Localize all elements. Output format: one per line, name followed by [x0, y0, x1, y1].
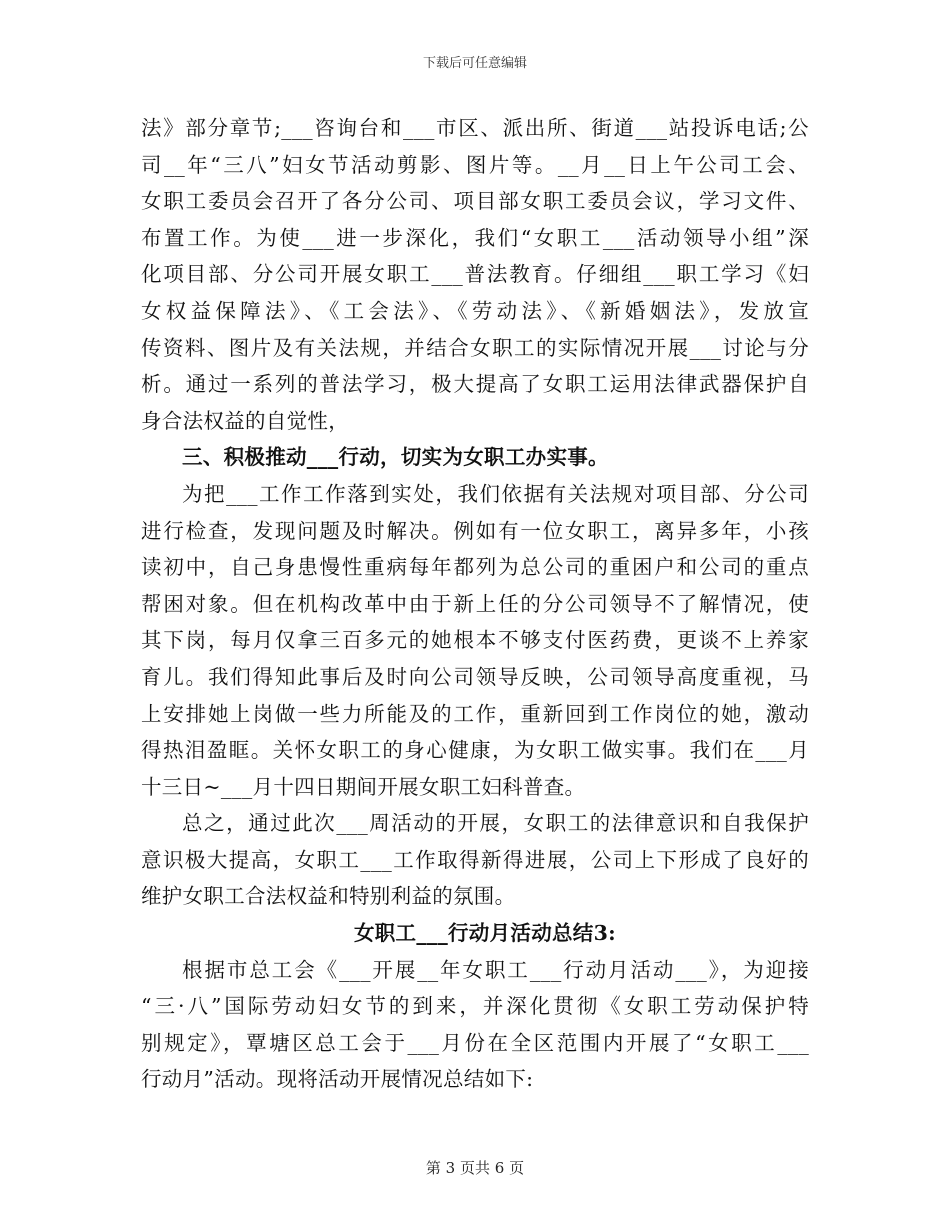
body-line: 其下岗，每月仅拿三百多元的她根本不够支付医药费，更谈不上养家 [141, 628, 809, 653]
body-line: 布置工作。为使___进一步深化，我们“女职工___活动领导小组”深 [141, 225, 809, 250]
body-line: 意识极大提高，女职工___工作取得新得进展，公司上下形成了良好的 [141, 847, 809, 872]
body-line: 行动月”活动。现将活动开展情况总结如下: [141, 1067, 534, 1092]
body-line: 析。通过一系列的普法学习，极大提高了女职工运用法律武器保护自 [141, 372, 809, 397]
body-line: 别规定》，覃塘区总工会于___月份在全区范围内开展了“女职工___ [141, 1030, 809, 1055]
body-line: 传资料、图片及有关法规，并结合女职工的实际情况开展___讨论与分 [141, 335, 809, 360]
body-line: 读初中，自己身患慢性重病每年都列为总公司的重困户和公司的重点 [141, 555, 809, 580]
body-line: “三·八”国际劳动妇女节的到来，并深化贯彻《女职工劳动保护特 [141, 994, 809, 1019]
document-body [141, 110, 809, 1098]
body-line: 十三日~___月十四日期间开展女职工妇科普查。 [141, 774, 586, 799]
body-line: 帮困对象。但在机构改革中由于新上任的分公司领导不了解情况，使 [141, 591, 809, 616]
body-line: 女权益保障法》、《工会法》、《劳动法》、《新婚姻法》，发放宣 [141, 298, 809, 323]
section-title: 女职工___行动月活动总结3: [353, 921, 617, 946]
body-line: 根据市总工会《___开展__年女职工___行动月活动___》，为迎接 [182, 957, 809, 982]
body-line: 育儿。我们得知此事后及时向公司领导反映，公司领导高度重视，马 [141, 664, 809, 689]
body-line: 身合法权益的自觉性， [141, 408, 349, 433]
body-line: 为把___工作工作落到实处，我们依据有关法规对项目部、分公司 [182, 481, 809, 506]
body-line: 进行检查，发现问题及时解决。例如有一位女职工，离异多年，小孩 [141, 518, 809, 543]
body-line: 女职工委员会召开了各分公司、项目部女职工委员会议，学习文件、 [141, 189, 809, 214]
body-line: 化项目部、分公司开展女职工___普法教育。仔细组___职工学习《妇 [141, 262, 809, 287]
body-line: 上安排她上岗做一些力所能及的工作，重新回到工作岗位的她，激动 [141, 701, 809, 726]
body-line: 得热泪盈眶。关怀女职工的身心健康，为女职工做实事。我们在___月 [141, 738, 809, 763]
page-number: 第 3 页共 6 页 [425, 1159, 525, 1177]
section-heading: 三、积极推动___行动，切实为女职工办实事。 [182, 445, 609, 470]
body-line: 法》部分章节;___咨询台和___市区、派出所、街道___站投诉电话;公 [141, 116, 809, 140]
body-line: 维护女职工合法权益和特别利益的氛围。 [141, 884, 516, 909]
body-line: 总之，通过此次___周活动的开展，女职工的法律意识和自我保护 [182, 811, 809, 836]
body-line: 司__年“三八”妇女节活动剪影、图片等。__月__日上午公司工会、 [141, 152, 809, 177]
page-header: 下载后可任意编辑 [422, 56, 527, 71]
